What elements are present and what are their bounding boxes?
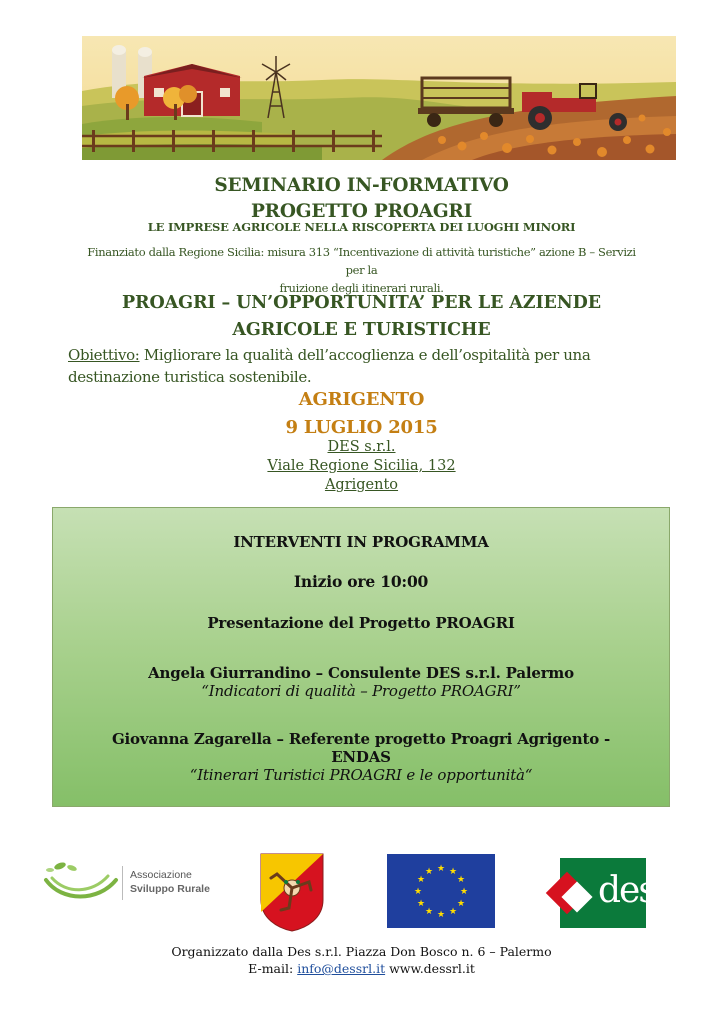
objective	[68, 344, 668, 388]
svg-text:★: ★	[413, 887, 423, 897]
footer-contacts	[0, 960, 723, 977]
headline	[0, 290, 723, 344]
asr-logo	[42, 858, 232, 908]
svg-text:★: ★	[436, 910, 446, 920]
footer-email-link[interactable]: info@dessrl.it	[297, 961, 386, 976]
footer-website: www.dessrl.it	[385, 961, 475, 976]
svg-text:★: ★	[459, 887, 469, 897]
footer	[0, 943, 723, 977]
seminar-title	[0, 173, 723, 225]
asr-name-line1: Associazione	[130, 869, 192, 881]
footer-email-label: E-mail:	[248, 961, 298, 976]
svg-text:★: ★	[448, 907, 458, 917]
seminar-title-line2: PROGETTO PROAGRI	[250, 201, 473, 222]
funding-note-line2: fruizione degli itinerari rurali.	[279, 281, 444, 295]
svg-text:★: ★	[424, 867, 434, 877]
seminar-subtitle: LE IMPRESE AGRICOLE NELLA RISCOPERTA DEI LUOGHI MINORI	[147, 220, 576, 234]
svg-text:★: ★	[416, 899, 426, 909]
venue-street: Viale Regione Sicilia, 132	[267, 458, 456, 474]
funding-note	[80, 243, 643, 297]
funding-note-line1: Finanziato dalla Regione Sicilia: misura 313 “Incentivazione di attività turistiche” azione B – Servizi per la	[87, 245, 636, 277]
svg-text:★: ★	[436, 864, 446, 874]
svg-text:★: ★	[456, 875, 466, 885]
program-heading: INTERVENTI IN PROGRAMMA	[233, 533, 489, 551]
program-box	[52, 507, 670, 807]
svg-text:★: ★	[456, 899, 466, 909]
headline-line1: PROAGRI – UN’OPPORTUNITA’ PER LE AZIENDE	[121, 293, 601, 313]
des-logo-icon	[560, 858, 655, 928]
speaker-1-name: Angela Giurrandino – Consulente DES s.r.l. Palermo	[148, 664, 574, 682]
speaker-2-name: Giovanna Zagarella – Referente progetto Proagri Agrigento -	[111, 730, 611, 748]
speaker-1-talk: “Indicatori di qualità – Progetto PROAGRI”	[201, 682, 521, 700]
event-city: AGRIGENTO	[298, 389, 425, 410]
venue-address	[0, 438, 723, 495]
sprout-logo-icon	[42, 858, 122, 908]
speaker-2-name-cont: ENDAS	[331, 748, 391, 766]
eu-flag-icon	[387, 854, 495, 928]
speaker-2-talk: “Itinerari Turistici PROAGRI e le opportunità“	[189, 766, 533, 784]
event-info	[0, 386, 723, 442]
objective-text: Migliorare la qualità dell’accoglienza e dell’ospitalità per una destinazione turistica sostenibile.	[68, 346, 591, 386]
farm-banner-image	[82, 36, 676, 160]
svg-text:★: ★	[416, 875, 426, 885]
asr-name-line2: Sviluppo Rurale	[130, 883, 210, 895]
event-date: 9 LUGLIO 2015	[285, 417, 438, 438]
objective-label: Obiettivo:	[68, 346, 140, 364]
sicily-coat-of-arms-icon	[259, 852, 325, 932]
headline-line2: AGRICOLE E TURISTICHE	[232, 320, 491, 340]
venue-name: DES s.r.l.	[327, 439, 396, 455]
svg-text:★: ★	[424, 907, 434, 917]
seminar-title-line1: SEMINARIO IN-FORMATIVO	[214, 175, 509, 196]
venue-town: Agrigento	[324, 477, 399, 493]
program-presentation: Presentazione del Progetto PROAGRI	[207, 614, 515, 632]
program-start-time: Inizio ore 10:00	[293, 572, 429, 591]
svg-text:★: ★	[448, 867, 458, 877]
partner-logos	[0, 848, 723, 938]
des-logo-text: des	[598, 870, 655, 911]
footer-organizer: Organizzato dalla Des s.r.l. Piazza Don Bosco n. 6 – Palermo	[171, 944, 552, 959]
